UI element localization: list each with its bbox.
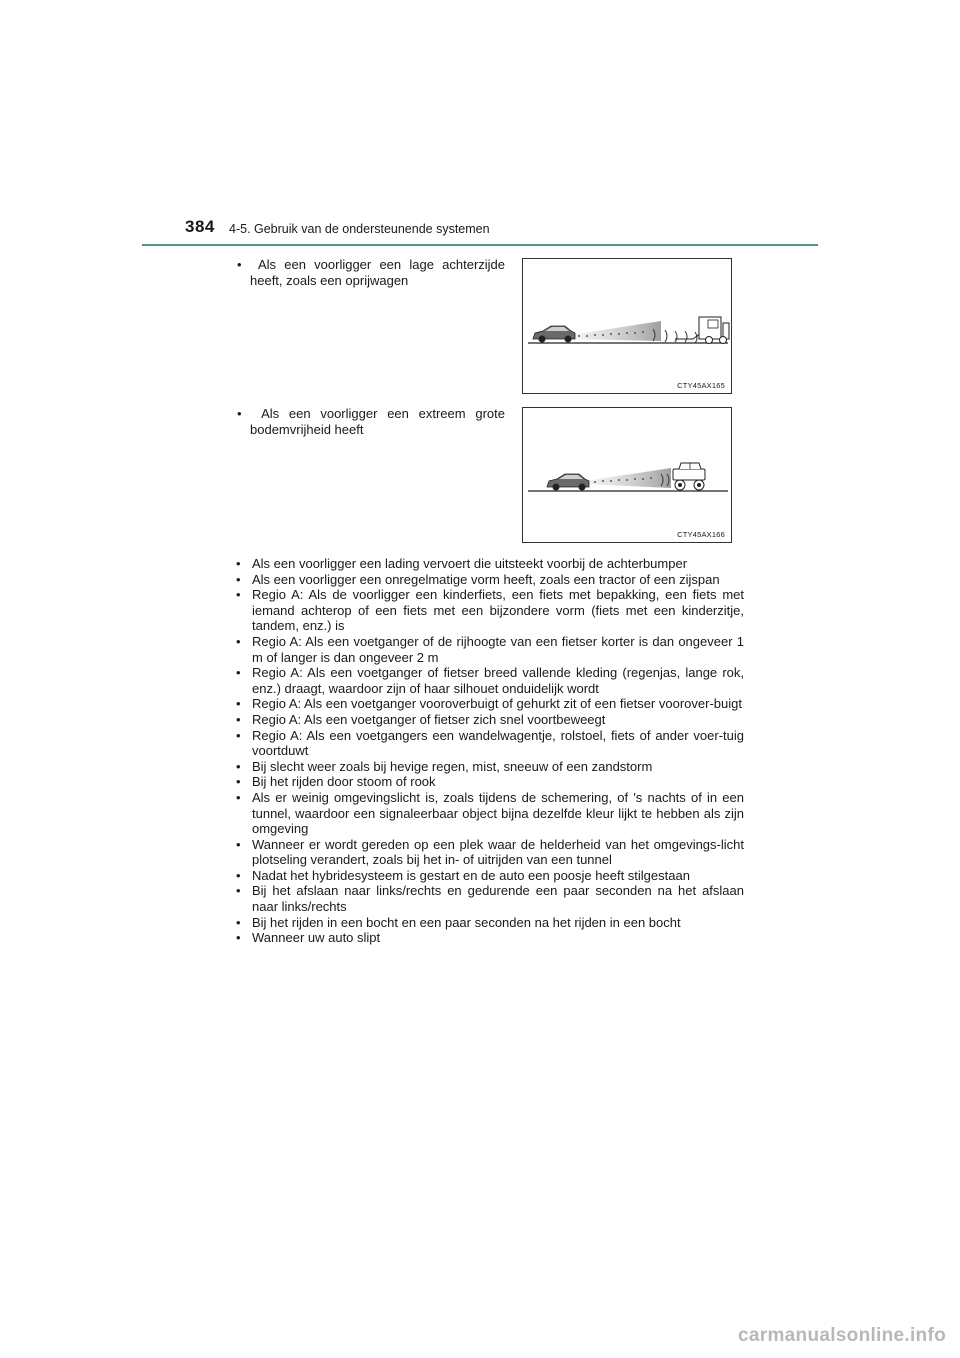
figure-1-code: CTY45AX165 <box>677 381 725 390</box>
figure-1-caption: Als een voorligger een lage achterzijde heeft, zoals een oprijwagen <box>250 257 506 288</box>
list-item: • Regio A: Als een voetganger of fietser breed vallende kleding (regenjas, lange rok, enz.) draagt, waardoor zijn of haar silhouet onduidelijk wordt <box>236 665 744 696</box>
condition-bullet-list <box>236 556 744 946</box>
list-item: • Regio A: Als een voetganger of de rijhoogte van een fietser korter is dan ongeveer 1 m of langer is dan ongeveer 2 m <box>236 634 744 665</box>
list-item: • Wanneer uw auto slipt <box>236 930 744 946</box>
illustration-car-high-clearance <box>523 408 733 544</box>
figure-2-caption-item <box>228 406 505 437</box>
bullet-icon: • <box>237 257 258 272</box>
list-item: • Regio A: Als de voorligger een kinderfiets, een fiets met bepakking, een fiets met iemand achterop of een fiets met een bijzondere vorm (fiets met een kinderzitje, tandem, enz.) is <box>236 587 744 634</box>
figure-high-clearance-vehicle <box>522 407 732 543</box>
list-item: • Als een voorligger een lading vervoert die uitsteekt voorbij de achterbumper <box>236 556 744 572</box>
list-item: • Regio A: Als een voetganger vooroverbuigt of gehurkt zit of een fietser voorover-buigt <box>236 696 744 712</box>
figure-2-caption: Als een voorligger een extreem grote bodemvrijheid heeft <box>250 406 505 437</box>
list-item: • Bij het rijden door stoom of rook <box>236 774 744 790</box>
figure-1-caption-item <box>228 257 505 288</box>
section-title: 4-5. Gebruik van de ondersteunende systemen <box>229 222 490 236</box>
list-item: • Regio A: Als een voetganger of fietser zich snel voortbeweegt <box>236 712 744 728</box>
list-item: • Als een voorligger een onregelmatige vorm heeft, zoals een tractor of een zijspan <box>236 572 744 588</box>
list-item: • Bij het rijden in een bocht en een paar seconden na het rijden in een bocht <box>236 915 744 931</box>
list-item: • Nadat het hybridesysteem is gestart en de auto een poosje heeft stilgestaan <box>236 868 744 884</box>
illustration-car-tow-truck <box>523 259 733 395</box>
figure-low-rear-vehicle <box>522 258 732 394</box>
footer-watermark: carmanualsonline.info <box>738 1325 946 1346</box>
figure-2-code: CTY45AX166 <box>677 530 725 539</box>
list-item: • Bij het afslaan naar links/rechts en gedurende een paar seconden na het afslaan naar links/rechts <box>236 883 744 914</box>
page-number: 384 <box>185 217 215 236</box>
list-item: • Wanneer er wordt gereden op een plek waar de helderheid van het omgevings-licht plotseling verandert, zoals bij het in- of uitrijden van een tunnel <box>236 837 744 868</box>
list-item: • Bij slecht weer zoals bij hevige regen, mist, sneeuw of een zandstorm <box>236 759 744 775</box>
bullet-icon: • <box>237 406 262 421</box>
list-item: • Regio A: Als een voetgangers een wandelwagentje, rolstoel, fiets of ander voer-tuig voortduwt <box>236 728 744 759</box>
header-divider <box>142 244 818 246</box>
list-item: • Als er weinig omgevingslicht is, zoals tijdens de schemering, of 's nachts of in een tunnel, waardoor een signaleerbaar object bijna dezelfde kleur lijkt te hebben als zijn omgeving <box>236 790 744 837</box>
